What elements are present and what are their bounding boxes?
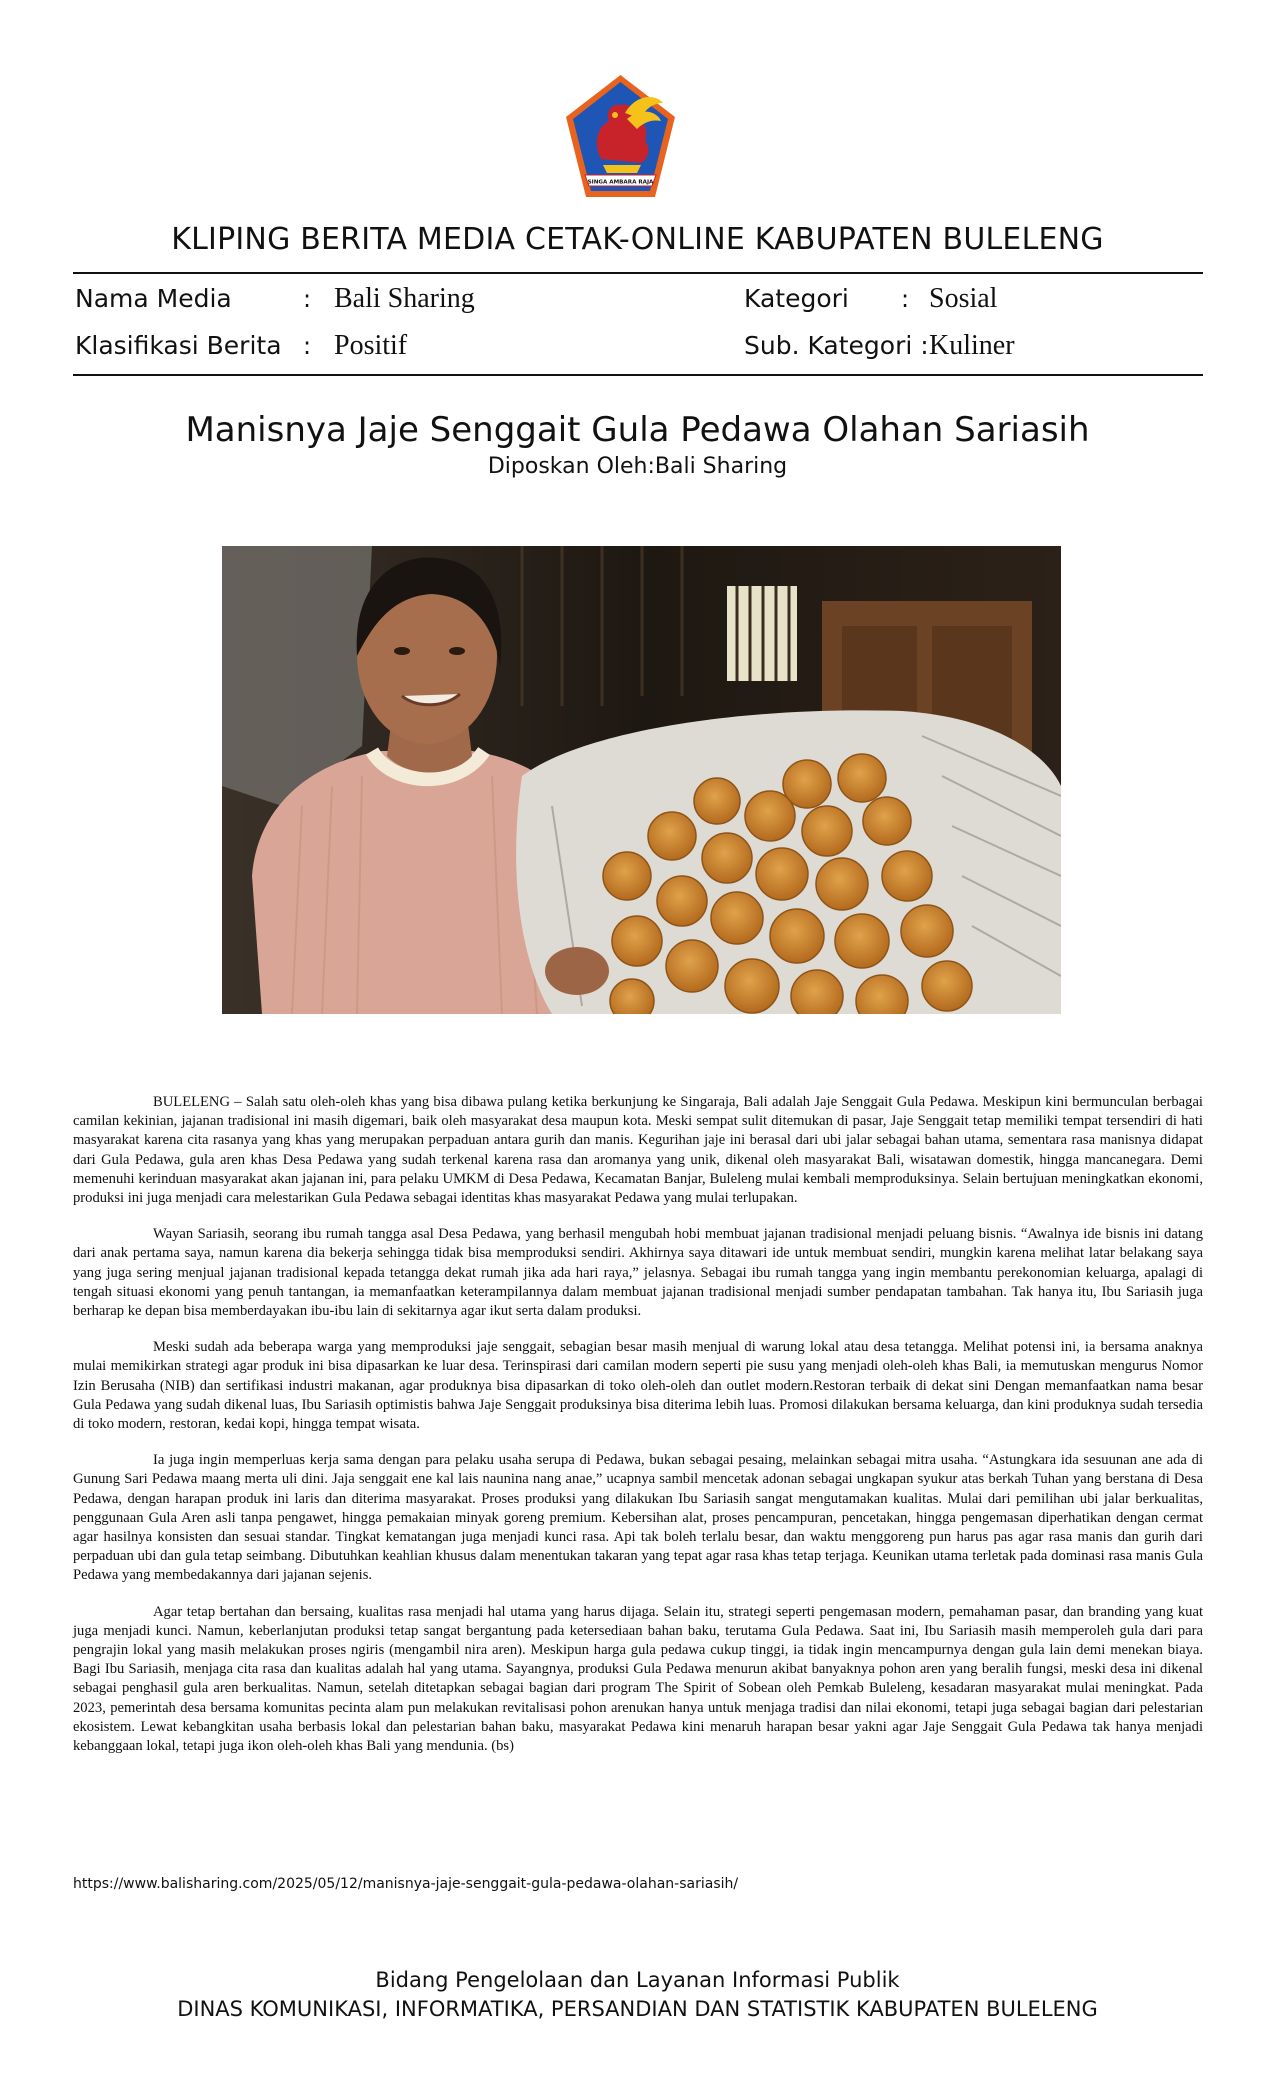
sub-kategori-value: Kuliner (929, 330, 1015, 361)
header-bottom-rule (73, 374, 1203, 376)
klasifikasi-label: Klasifikasi Berita (75, 331, 282, 360)
source-url-link[interactable]: https://www.balisharing.com/2025/05/12/manisnya-jaje-senggait-gula-pedawa-olahan-sariasih/ (73, 1876, 739, 1892)
article-body (73, 1093, 1203, 1773)
kategori-label: Kategori (744, 284, 849, 313)
klasifikasi-colon: : (303, 332, 312, 360)
article-photo (222, 546, 1061, 1014)
kategori-value: Sosial (929, 283, 998, 314)
footer-bidang: Bidang Pengelolaan dan Layanan Informasi Publik (375, 1968, 900, 1992)
article-paragraph-1: BULELENG – Salah satu oleh-oleh khas yang bisa dibawa pulang ketika berkunjung ke Singaraja, Bali adalah Jaje Senggait Gula Pedawa. Meskipun kini bermunculan berbagai camilan kekinian, jajanan tradisional ini masih digemari, baik oleh masyarakat desa maupun kota. Meski sempat sulit ditemukan di pasar, Jaje Senggait tetap memiliki tempat tersendiri di hati masyarakat karena cita rasanya yang khas yang merupakan perpaduan antara gurih dan manis. Kegurihan jaje ini berasal dari ubi jalar sebagai bahan utama, sementara rasa manisnya didapat dari Gula Pedawa, gula aren khas Desa Pedawa yang sudah terkenal karena rasa dan aromanya yang unik, dikenal oleh masyarakat Bali, wisatawan domestik, hingga mancanegara. Demi memenuhi kerinduan masyarakat akan jajanan ini, para pelaku UMKM di Desa Pedawa, Kecamatan Banjar, Buleleng mulai kembali memproduksinya. Selain bertujuan meningkatkan ekonomi, produksi ini juga menjadi cara melestarikan Gula Pedawa sebagai identitas khas masyarakat Pedawa yang mulai terlupakan. (73, 1094, 1203, 1207)
klasifikasi-value: Positif (334, 330, 408, 361)
article-paragraph-2: Wayan Sariasih, seorang ibu rumah tangga asal Desa Pedawa, yang berhasil mengubah hobi membuat jajanan tradisional menjadi peluang bisnis. “Awalnya ide bisnis ini datang dari anak pertama saya, namun karena dia bekerja sehingga tidak bisa memproduksi sendiri. Akhirnya saya ditawari ide untuk membuat sendiri, mungkin karena melihat latar belakang saya yang juga sering menjual jajanan tradisional kepada tetangga dekat rumah jika ada hari raya,” jelasnya. Sebagai ibu rumah tangga yang ingin membantu perekonomian keluarga, apalagi di tengah situasi ekonomi yang penuh tantangan, ia memanfaatkan keterampilannya dalam membuat jajanan tradisional menjadi sumber pendapatan tambahan. Tak hanya itu, Ibu Sariasih juga berharap ke depan bisa memberdayakan ibu-ibu lain di sekitarnya agar ikut serta dalam produksi. (73, 1226, 1203, 1320)
article-paragraph-5: Agar tetap bertahan dan bersaing, kualitas rasa menjadi hal utama yang harus dijaga. Selain itu, strategi seperti pengemasan modern, pemahaman pasar, dan branding yang kuat juga menjadi kunci. Namun, keberlanjutan produksi tetap sangat bergantung pada ketersediaan bahan baku, terutama Gula Pedawa. Saat ini, Ibu Sariasih masih memperoleh gula dari para pengrajin lokal yang masih melakukan proses ngiris (mengambil nira aren). Meskipun harga gula pedawa cukup tinggi, ia tidak ingin mencampurnya dengan gula lain demi menekan biaya. Bagi Ibu Sariasih, menjaga cita rasa dan kualitas adalah hal yang utama. Sayangnya, produksi Gula Pedawa menurun akibat banyaknya pohon aren yang beralih fungsi, meski desa ini dikenal sebagai penghasil gula aren berkualitas. Namun, setelah ditetapkan sebagai bagian dari program The Spirit of Sobean oleh Pemkab Buleleng, kesadaran masyarakat mulai meningkat. Pada 2023, pemerintah desa bersama komunitas pecinta alam pun melakukan revitalisasi pohon arenukan hanya untuk menjaga tradisi dan nilai ekonomi, tetapi juga sebagai bagian dari pelestarian ekosistem. Lewat kebangkitan usaha berbasis lokal dan pelestarian bahan baku, masyarakat Pedawa kini menaruh harapan besar yakni agar Jaje Senggait Gula Pedawa tak hanya menjadi kebanggaan lokal, tetapi juga ikon oleh-oleh khas Bali yang mendunia. (bs) (73, 1603, 1203, 1755)
sub-kategori-label: Sub. Kategori : (744, 331, 929, 360)
clipping-header-title: KLIPING BERITA MEDIA CETAK-ONLINE KABUPATEN BULELENG (171, 222, 1104, 257)
kategori-colon: : (901, 285, 910, 313)
header-top-rule (73, 272, 1203, 274)
nama-media-label: Nama Media (75, 284, 232, 313)
article-paragraph-3: Meski sudah ada beberapa warga yang memproduksi jaje senggait, sebagian besar masih menjual di warung lokal atau desa tetangga. Melihat potensi ini, ia bersama anaknya mulai memikirkan strategi agar produk ini bisa dipasarkan ke luar desa. Terinspirasi dari camilan modern seperti pie susu yang menjadi oleh-oleh khas Bali, ia memutuskan mengurus Nomor Izin Berusaha (NIB) dan sertifikasi industri makanan, agar produknya bisa dipasarkan di toko oleh-oleh dan outlet modern.Restoran terbaik di dekat sini Dengan memanfaatkan nama besar Gula Pedawa yang sudah dikenal luas, Ibu Sariasih optimistis bahwa Jaje Senggait produksinya bisa diterima lebih luas. Promosi dilakukan bersama keluarga, dan kini produknya sudah tersedia di toko modern, restoran, kedai kopi, hingga tempat wisata. (73, 1339, 1203, 1433)
footer-dinas: DINAS KOMUNIKASI, INFORMATIKA, PERSANDIAN DAN STATISTIK KABUPATEN BULELENG (177, 1997, 1098, 2021)
article-byline: Diposkan Oleh:Bali Sharing (487, 454, 788, 479)
nama-media-value: Bali Sharing (334, 283, 475, 314)
article-paragraph-4: Ia juga ingin memperluas kerja sama dengan para pelaku usaha serupa di Pedawa, bukan sebagai pesaing, melainkan sebagai mitra usaha. “Astungkara ida sesuunan ane ada di Gunung Sari Pedawa maang merta uli dini. Jaja senggait ene kal lais naunina nang anae,” ucapnya sambil mencetak adonan sebagai ungkapan syukur atas berkah Tuhan yang berstana di Desa Pedawa, dengan harapan produk ini laris dan diterima masyarakat. Proses produksi yang dilakukan Ibu Sariasih sangat mengutamakan kualitas. Mulai dari pemilihan ubi jalar berkualitas, penggunaan Gula Aren asli tanpa pengawet, hingga pemakaian minyak goreng premium. Kebersihan alat, proses pencampuran, pencetakan, hingga pengemasan diperhatikan dengan cermat agar hasilnya konsisten dan sesuai standar. Tingkat kematangan juga menjadi kunci rasa. Api tak boleh terlalu besar, dan waktu menggoreng pun harus pas agar rasa manis dan gurih dari perpaduan ubi dan gula tetap seimbang. Dibutuhkan keahlian khusus dalam menentukan takaran yang tepat agar rasa khas tetap terjaga. Keunikan utama terletak pada dominasi rasa manis Gula Pedawa yang membedakannya dari jajanan sejenis. (73, 1452, 1203, 1584)
article-title: Manisnya Jaje Senggait Gula Pedawa Olahan Sariasih (185, 410, 1090, 450)
logo-ribbon-text: SINGA AMBARA RAJA (587, 179, 654, 186)
nama-media-colon: : (303, 285, 312, 313)
kabupaten-buleleng-logo (563, 73, 678, 201)
